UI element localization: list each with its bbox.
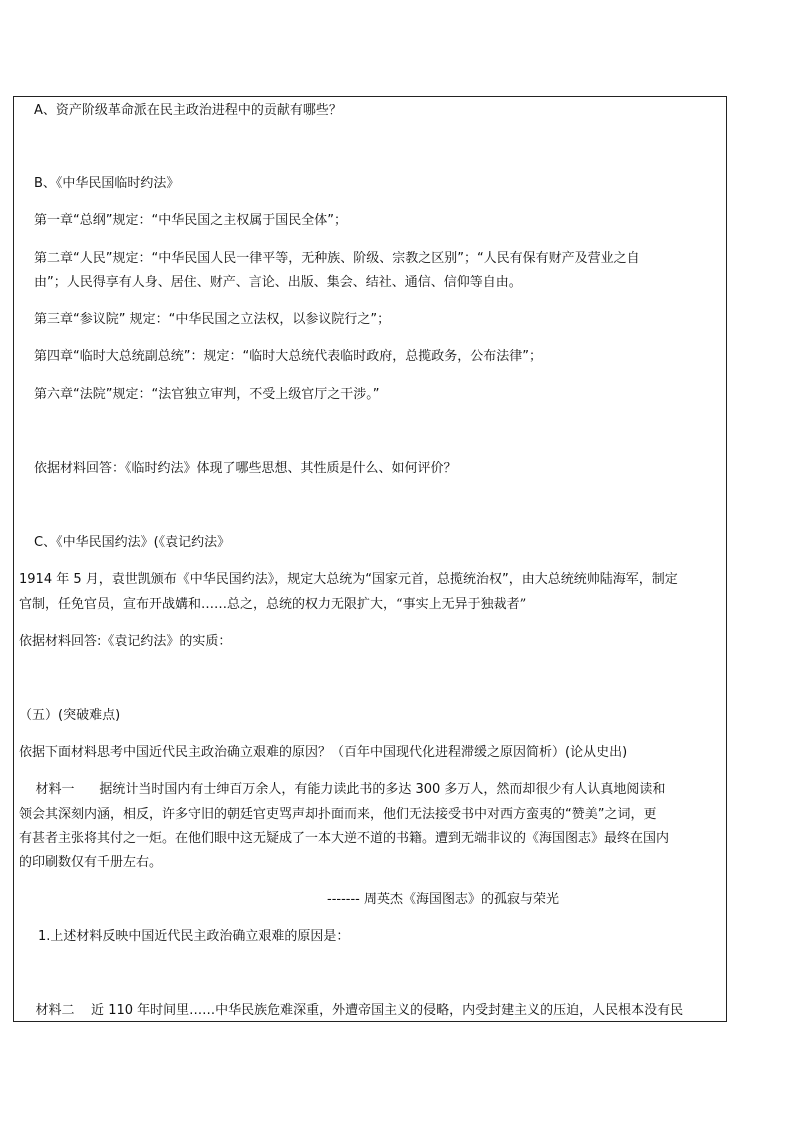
chapter-6-text: 第六章“法院”规定：“法官独立审判，不受上级官厅之干涉。” [34,387,380,402]
material-1-line4: 的印刷数仅有千册左右。 [19,855,163,870]
question-a: A、资产阶级革命派在民主政治进程中的贡献有哪些？ [34,103,342,118]
material-c-line1: 1914 年 5 月，袁世凯颁布《中华民国约法》，规定大总统为“国家元首，总揽统治权”，由大总统统帅陆海军，制定 [19,572,678,587]
material-c-line2-text: 官制，任免官员，宣布开战媾和……总之，总统的权力无限扩大， [19,597,397,612]
chapter-3-text: 第三章“参议院” 规定：“中华民国之立法权，以参议院行之”； [34,312,391,327]
heading-c: C、《中华民国约法》(《袁记约法》 [34,535,231,550]
heading-section-5: （五）(突破难点) [19,708,121,723]
material-2-line1: 材料二 近 110 年时间里……中华民族危难深重，外遭帝国主义的侵略，内受封建主义的压迫，人民根本没有民 [19,1003,684,1018]
material-1-line2: 领会其深刻内涵，相反，许多守旧的朝廷官吏骂声却扑面而来，他们无法接受书中对西方蛮夷的“赞美”之词，更 [19,807,657,822]
chapter-4-text: 第四章“临时大总统副总统”：规定：“临时大总统代表临时政府，总揽政务，公布法律”； [34,349,542,364]
material-c-quote: “事实上无异于独裁者” [396,597,527,612]
chapter-1-text: 第一章“总纲”规定：“中华民国之主权属于国民全体”； [34,213,347,228]
heading-b: B、《中华民国临时约法》 [34,176,180,191]
content-table-frame [13,96,727,1022]
material-c-line2 [19,597,526,613]
material-1-line1: 材料一 据统计当时国内有士绅百万余人，有能力读此书的多达 300 多万人，然而却很少有人认真地阅读和 [19,782,666,797]
question-1: 1.上述材料反映中国近代民主政治确立艰难的原因是： [38,929,350,944]
material-1-line3: 有甚者主张将其付之一炬。在他们眼中这无疑成了一本大逆不道的书籍。遭到无端非议的《海国图志》最终在国内 [19,831,670,846]
prompt-section-5: 依据下面材料思考中国近代民主政治确立艰难的原因？（百年中国现代化进程滞缓之原因简析）(论从史出) [19,745,628,760]
question-b: 依据材料回答：《临时约法》体现了哪些思想、其性质是什么、如何评价？ [34,461,457,476]
question-c: 依据材料回答:《袁记约法》的实质： [19,634,232,649]
chapter-2-text-line1: 第二章“人民”规定：“中华民国人民一律平等，无种族、阶级、宗教之区别”；“人民有保有财产及营业之自 [34,251,640,266]
chapter-2-text-line2: 由”；人民得享有人身、居住、财产、言论、出版、集会、结社、通信、信仰等自由。 [34,275,522,290]
material-1-source: ------- 周英杰《海国图志》的孤寂与荣光 [327,892,559,907]
